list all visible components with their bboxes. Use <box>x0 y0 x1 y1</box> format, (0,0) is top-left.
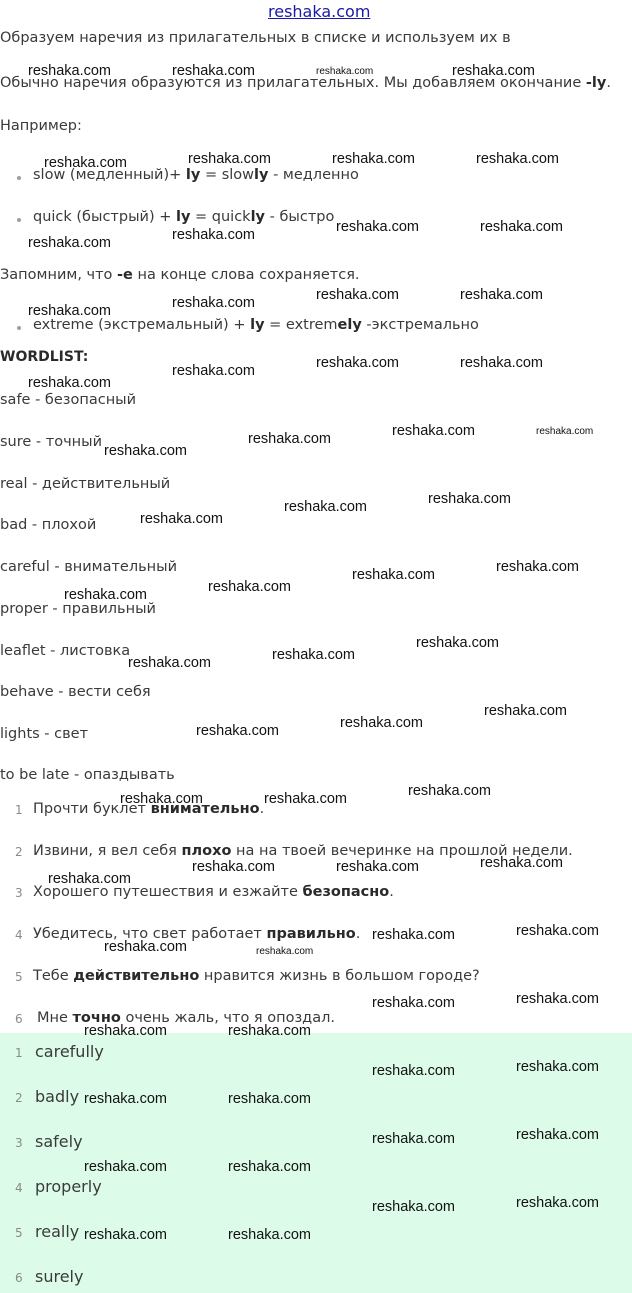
watermark: reshaka.com <box>340 715 424 731</box>
wordlist-item: to be late - опаздывать <box>0 767 175 783</box>
example-eq-bold: ly <box>254 167 269 183</box>
answer-text: surely <box>35 1267 84 1286</box>
sentence-text: Хорошего путешествия и езжайте <box>33 884 303 900</box>
watermark: reshaka.com <box>516 1059 600 1075</box>
sentence-number: 5 <box>15 970 23 984</box>
example-eq-bold: ely <box>337 317 362 333</box>
watermark: reshaka.com <box>104 939 188 955</box>
sentence-end: . <box>259 801 265 817</box>
sentence-text: Мне <box>37 1010 73 1026</box>
watermark: reshaka.com <box>284 499 368 515</box>
wordlist-item: behave - вести себя <box>0 684 151 700</box>
sentence-number: 1 <box>15 803 23 817</box>
watermark: reshaka.com <box>104 443 188 459</box>
example-meaning: -экстремально <box>361 317 479 333</box>
sentence-text: Тебе <box>33 968 74 984</box>
watermark: reshaka.com <box>208 579 292 595</box>
watermark: reshaka.com <box>84 1159 168 1175</box>
answer-text: badly <box>35 1087 80 1106</box>
sentence-end: . <box>389 884 394 900</box>
watermark: reshaka.com <box>172 63 256 79</box>
watermark: reshaka.com <box>84 1023 168 1039</box>
example-adj: quick (быстрый) + <box>33 209 176 225</box>
watermark: reshaka.com <box>336 219 420 235</box>
watermark: reshaka.com <box>428 491 512 507</box>
rule-text: Запомним, что <box>0 267 118 283</box>
watermark: reshaka.com <box>188 151 272 167</box>
answer-number: 5 <box>15 1226 23 1240</box>
watermark: reshaka.com <box>476 151 560 167</box>
watermark: reshaka.com <box>316 287 400 303</box>
watermark: reshaka.com <box>28 375 112 391</box>
watermark: reshaka.com <box>536 426 594 437</box>
watermark: reshaka.com <box>228 1227 312 1243</box>
sentence-number: 6 <box>15 1012 23 1026</box>
rule-bold: -e <box>117 267 133 283</box>
watermark: reshaka.com <box>44 155 128 171</box>
example-suffix: ly <box>185 167 201 183</box>
wordlist-item: proper - правильный <box>0 601 156 617</box>
site-link[interactable]: reshaka.com <box>268 2 371 21</box>
sentence-bold: точно <box>72 1010 121 1026</box>
answer-text: carefully <box>35 1042 104 1061</box>
watermark: reshaka.com <box>460 355 544 371</box>
example-3 <box>33 317 479 333</box>
watermark: reshaka.com <box>172 227 256 243</box>
wordlist-item: lights - свет <box>0 726 89 742</box>
watermark: reshaka.com <box>372 995 456 1011</box>
example-eq: = extrem <box>264 317 338 333</box>
watermark: reshaka.com <box>272 647 356 663</box>
example-meaning: - медленно <box>268 167 359 183</box>
wordlist-item: sure - точный <box>0 434 102 450</box>
watermark: reshaka.com <box>248 431 332 447</box>
wordlist-item: safe - безопасный <box>0 392 137 408</box>
answer-number: 4 <box>15 1181 23 1195</box>
sentence-bold: безопасно <box>302 884 390 900</box>
watermark: reshaka.com <box>352 567 436 583</box>
watermark: reshaka.com <box>28 63 112 79</box>
sentence-end: на на твоей вечеринке на прошлой недели. <box>231 843 573 859</box>
answer-number: 3 <box>15 1136 23 1150</box>
sentence-bold: плохо <box>181 843 232 859</box>
example-adj: slow (медленный)+ <box>33 167 186 183</box>
watermark: reshaka.com <box>172 363 256 379</box>
example-2 <box>33 209 334 225</box>
watermark: reshaka.com <box>192 859 276 875</box>
watermark: reshaka.com <box>84 1091 168 1107</box>
sentence-bold: правильно <box>266 926 356 942</box>
wordlist-item: leaflet - листовка <box>0 643 131 659</box>
bullet-dot <box>17 176 21 180</box>
watermark: reshaka.com <box>516 923 600 939</box>
bullet-dot <box>17 218 21 222</box>
sentence-end: . <box>355 926 361 942</box>
watermark: reshaka.com <box>452 63 536 79</box>
example-suffix: ly <box>250 317 265 333</box>
wordlist-title: WORDLIST: <box>0 349 89 365</box>
watermark: reshaka.com <box>84 1227 168 1243</box>
watermark: reshaka.com <box>264 791 348 807</box>
watermark: reshaka.com <box>228 1159 312 1175</box>
sentence-bold: внимательно <box>150 801 260 817</box>
watermark: reshaka.com <box>28 303 112 319</box>
watermark: reshaka.com <box>316 66 374 77</box>
watermark: reshaka.com <box>480 855 564 871</box>
watermark: reshaka.com <box>372 1131 456 1147</box>
wordlist-item: careful - внимательный <box>0 559 178 575</box>
answer-number: 6 <box>15 1271 23 1285</box>
watermark: reshaka.com <box>372 1199 456 1215</box>
watermark: reshaka.com <box>316 355 400 371</box>
wordlist-item: bad - плохой <box>0 517 97 533</box>
sentence-text: Убедитесь, что свет работает <box>33 926 267 942</box>
watermark: reshaka.com <box>484 703 568 719</box>
watermark: reshaka.com <box>332 151 416 167</box>
wordlist-item: real - действительный <box>0 476 171 492</box>
watermark: reshaka.com <box>460 287 544 303</box>
suffix-bold: -ly <box>585 75 607 91</box>
sentence-end: нравится жизнь в большом городе? <box>199 968 480 984</box>
sentence-end: очень жаль, что я опоздал. <box>120 1010 335 1026</box>
example-eq: = slow <box>200 167 255 183</box>
watermark: reshaka.com <box>516 1195 600 1211</box>
sentence-text: Прочти буклет <box>33 801 151 817</box>
example-suffix: ly <box>175 209 191 225</box>
intro-end: . <box>606 75 611 91</box>
intro-line-1: Образуем наречия из прилагательных в списке и используем их в <box>0 30 511 46</box>
watermark: reshaka.com <box>196 723 280 739</box>
watermark: reshaka.com <box>336 859 420 875</box>
answer-text: really <box>35 1222 80 1241</box>
watermark: reshaka.com <box>372 1063 456 1079</box>
watermark: reshaka.com <box>408 783 492 799</box>
intro-text: Обычно наречия образуются из прилагательных. Мы добавляем окончание <box>0 75 586 91</box>
sentence <box>33 968 480 984</box>
sentence-number: 4 <box>15 928 23 942</box>
watermark: reshaka.com <box>392 423 476 439</box>
sentence-number: 2 <box>15 845 23 859</box>
watermark: reshaka.com <box>416 635 500 651</box>
watermark: reshaka.com <box>28 235 112 251</box>
watermark: reshaka.com <box>64 587 148 603</box>
answer-number: 2 <box>15 1091 23 1105</box>
example-meaning: - быстро <box>265 209 335 225</box>
watermark: reshaka.com <box>228 1023 312 1039</box>
watermark: reshaka.com <box>228 1091 312 1107</box>
sentence-bold: действительно <box>73 968 200 984</box>
watermark: reshaka.com <box>496 559 580 575</box>
rule-line <box>0 267 360 283</box>
example-heading: Например: <box>0 118 82 134</box>
answer-text: safely <box>35 1132 83 1151</box>
watermark: reshaka.com <box>172 295 256 311</box>
answer-number: 1 <box>15 1046 23 1060</box>
watermark: reshaka.com <box>516 991 600 1007</box>
answer-text: properly <box>35 1177 102 1196</box>
watermark: reshaka.com <box>256 946 314 957</box>
watermark: reshaka.com <box>372 927 456 943</box>
example-eq: = quick <box>190 209 251 225</box>
watermark: reshaka.com <box>128 655 212 671</box>
example-adj: extreme (экстремальный) + <box>33 317 251 333</box>
watermark: reshaka.com <box>48 871 132 887</box>
watermark: reshaka.com <box>140 511 224 527</box>
sentence <box>33 926 360 942</box>
sentence-text: Извини, я вел себя <box>33 843 182 859</box>
rule-end: на конце слова сохраняется. <box>132 267 360 283</box>
sentence-number: 3 <box>15 886 23 900</box>
example-eq-bold: ly <box>250 209 266 225</box>
watermark: reshaka.com <box>516 1127 600 1143</box>
watermark: reshaka.com <box>120 791 204 807</box>
bullet-dot <box>17 326 21 330</box>
watermark: reshaka.com <box>480 219 564 235</box>
